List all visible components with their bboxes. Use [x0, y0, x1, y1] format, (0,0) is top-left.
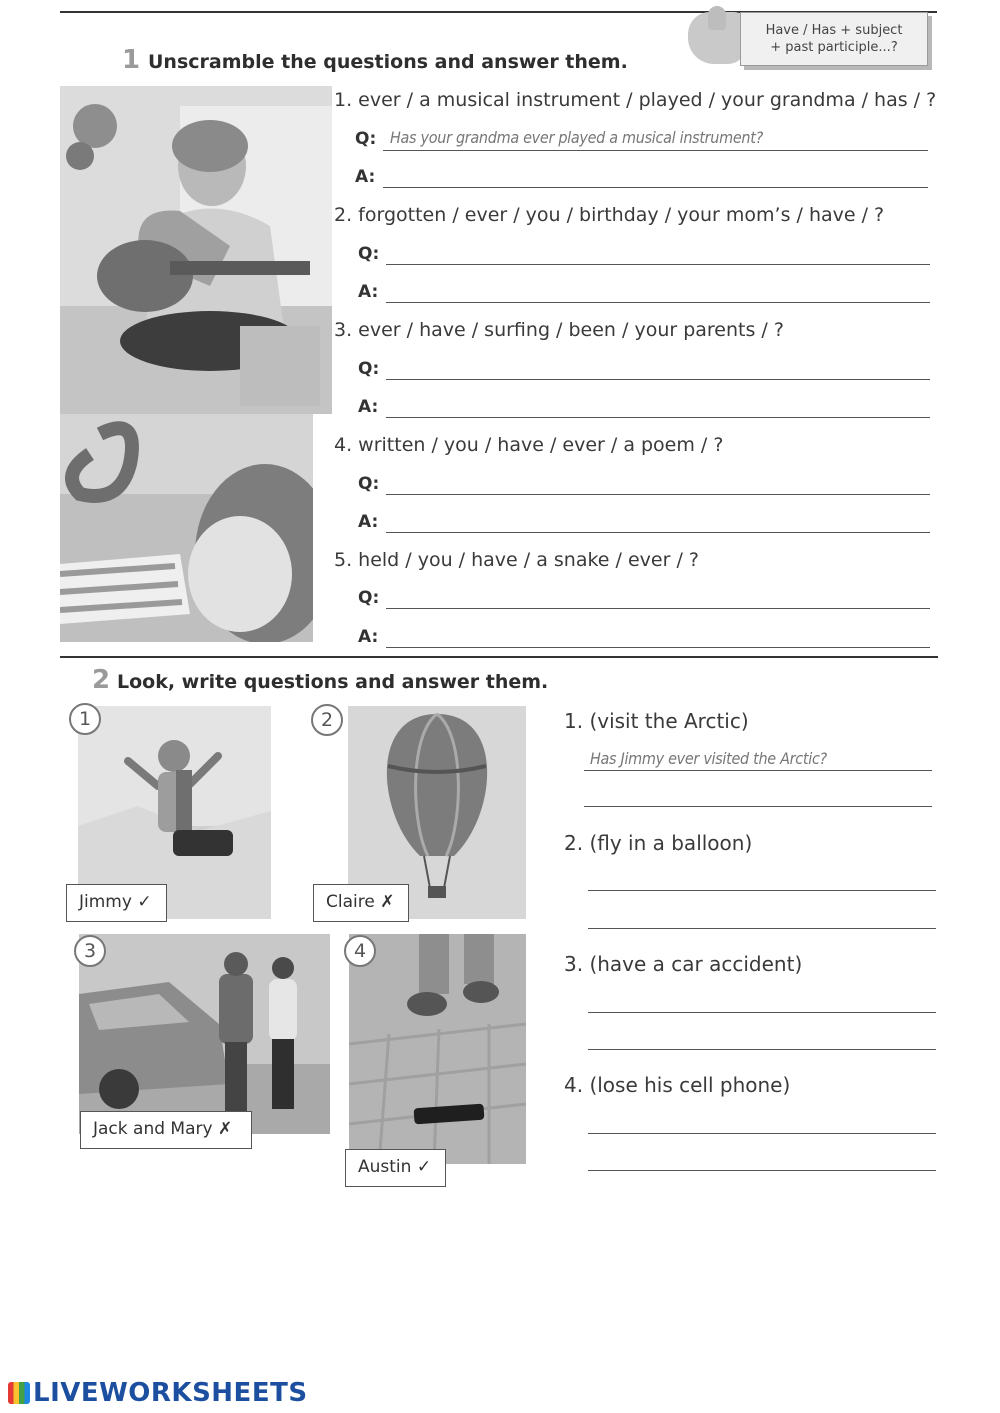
- picture-4-number: 4: [344, 935, 376, 967]
- exercise-1-number: 1: [122, 45, 141, 75]
- picture-3-car-accident: [79, 934, 330, 1134]
- picture-3-number: 3: [74, 935, 106, 967]
- footer-brand[interactable]: [8, 1378, 308, 1408]
- ex2-item-1-line-2[interactable]: [584, 806, 932, 807]
- ex1-item-3-a-line[interactable]: [386, 417, 930, 418]
- ex1-item-5-a-line[interactable]: [386, 647, 930, 648]
- picture-2-label: Claire ✗: [313, 884, 409, 922]
- ex1-item-4-prompt: 4. written / you / have / ever / a poem / ?: [334, 434, 724, 456]
- picture-1-number: 1: [69, 703, 101, 735]
- ex1-item-4-q-line[interactable]: [386, 494, 930, 495]
- ex1-item-2-q-label: Q:: [358, 244, 380, 264]
- picture-2-number: 2: [311, 704, 343, 736]
- ex1-item-3-a-label: A:: [358, 397, 379, 417]
- ex1-item-1-q-line[interactable]: [383, 150, 928, 151]
- ex2-item-1-prompt: 1. (visit the Arctic): [564, 709, 749, 733]
- ex1-item-4-a-line[interactable]: [386, 532, 930, 533]
- ex2-item-1-answer[interactable]: Has Jimmy ever visited the Arctic?: [590, 749, 827, 768]
- ex2-item-2-line-1[interactable]: [588, 890, 936, 891]
- liveworksheets-logo-icon: [8, 1382, 30, 1404]
- ex1-item-5-q-label: Q:: [358, 588, 380, 608]
- ex1-item-5-q-line[interactable]: [386, 608, 930, 609]
- footer-brand-text: LIVEWORKSHEETS: [33, 1378, 308, 1408]
- ex2-item-3-line-1[interactable]: [588, 1012, 936, 1013]
- car-accident-illustration: [79, 934, 330, 1134]
- picture-4-lost-phone: [349, 934, 526, 1164]
- lost-phone-illustration: [349, 934, 526, 1164]
- grammar-tip-box: [740, 12, 928, 66]
- ex1-item-4-a-label: A:: [358, 512, 379, 532]
- ex1-item-1-a-label: A:: [355, 167, 376, 187]
- ex1-item-1-q-answer[interactable]: Has your grandma ever played a musical instrument?: [390, 128, 763, 147]
- thumbs-up-hand-icon: [688, 12, 746, 64]
- ex1-item-3-q-label: Q:: [358, 359, 380, 379]
- ex1-item-4-q-label: Q:: [358, 474, 380, 494]
- exercise-1-title: Unscramble the questions and answer them.: [148, 51, 628, 73]
- grandma-guitar-illustration: [60, 86, 332, 414]
- ex1-item-1-a-line[interactable]: [383, 187, 928, 188]
- ex1-item-3-prompt: 3. ever / have / surfing / been / your parents / ?: [334, 319, 784, 341]
- ex1-item-5-a-label: A:: [358, 627, 379, 647]
- picture-1-label: Jimmy ✓: [66, 884, 167, 922]
- ex2-item-3-prompt: 3. (have a car accident): [564, 952, 803, 976]
- ex1-item-3-q-line[interactable]: [386, 379, 930, 380]
- ex2-item-4-line-2[interactable]: [588, 1170, 936, 1171]
- exercise-2-number: 2: [92, 665, 111, 695]
- ex1-item-1-prompt: 1. ever / a musical instrument / played / your grandma / has / ?: [334, 89, 937, 111]
- picture-4-label: Austin ✓: [345, 1149, 446, 1187]
- ex2-item-1-line-1[interactable]: [584, 770, 932, 771]
- ex2-item-4-line-1[interactable]: [588, 1133, 936, 1134]
- ex1-item-2-q-line[interactable]: [386, 264, 930, 265]
- ex2-item-4-prompt: 4. (lose his cell phone): [564, 1073, 791, 1097]
- exercise-2-title: Look, write questions and answer them.: [117, 671, 549, 693]
- ex2-item-3-line-2[interactable]: [588, 1049, 936, 1050]
- ex1-item-2-a-label: A:: [358, 282, 379, 302]
- ex2-item-2-prompt: 2. (fly in a balloon): [564, 831, 753, 855]
- ex1-item-2-prompt: 2. forgotten / ever / you / birthday / your mom’s / have / ?: [334, 204, 885, 226]
- picture-3-label: Jack and Mary ✗: [80, 1111, 252, 1149]
- boy-with-snake-photo: [60, 414, 313, 642]
- grandma-guitar-photo: [60, 86, 332, 414]
- section-divider: [60, 656, 938, 658]
- grammar-tip-text: Have / Has + subject + past participle...?: [765, 23, 903, 55]
- boy-with-snake-illustration: [60, 414, 313, 642]
- ex2-item-2-line-2[interactable]: [588, 928, 936, 929]
- ex1-item-1-q-label: Q:: [355, 129, 377, 149]
- ex1-item-2-a-line[interactable]: [386, 302, 930, 303]
- ex1-item-5-prompt: 5. held / you / have / a snake / ever / ?: [334, 549, 699, 571]
